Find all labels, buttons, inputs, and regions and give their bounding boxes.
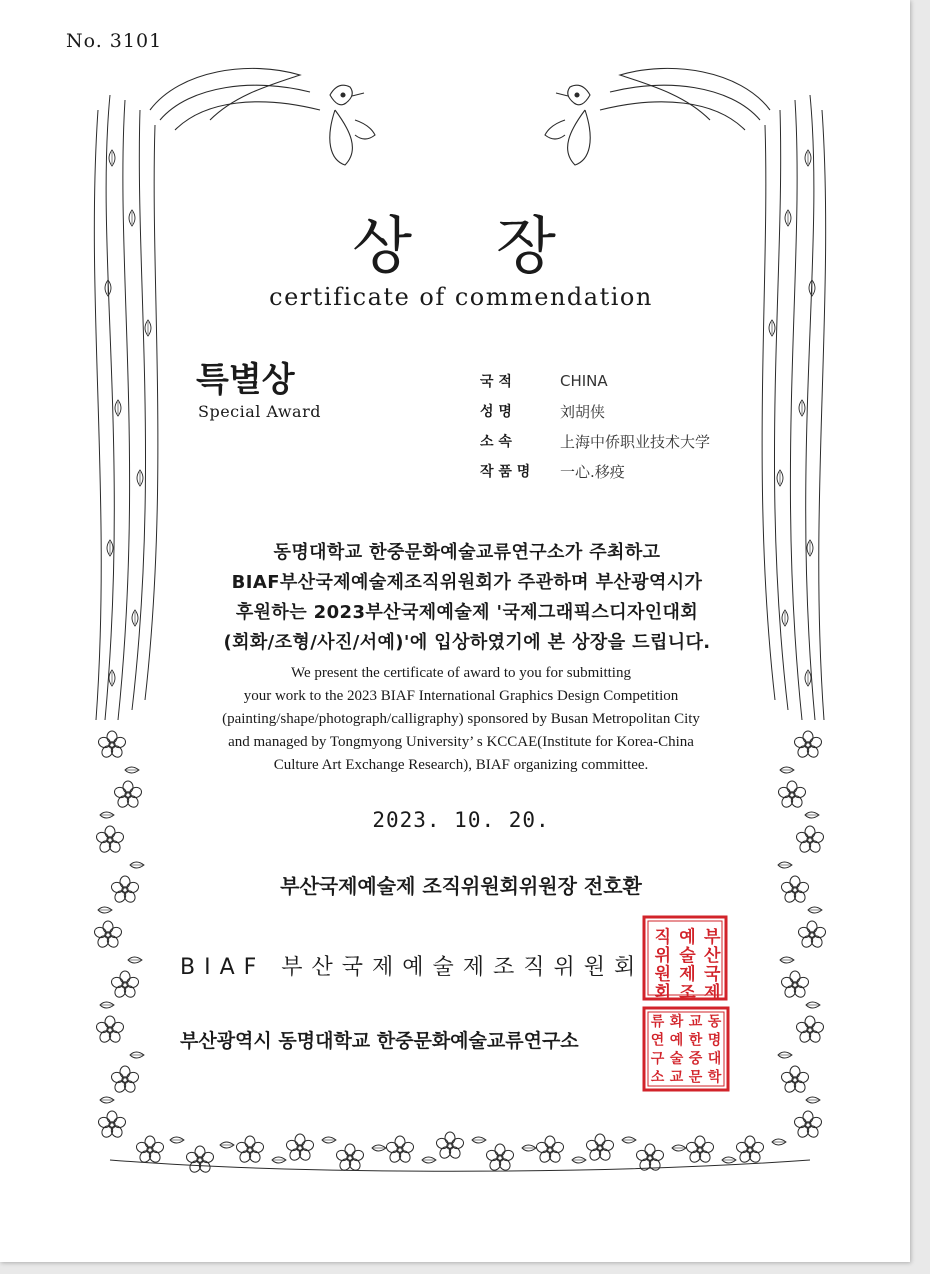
citation-english-line: We present the certificate of award to you for submitting: [291, 665, 631, 681]
award-title-korean: 특별상: [196, 360, 295, 400]
info-label: 성 명: [480, 404, 512, 420]
seal-glyph: 중: [688, 1051, 703, 1068]
citation-english-line: Culture Art Exchange Research), BIAF organizing committee.: [273, 757, 649, 773]
signatory-institute: 부산광역시 동명대학교 한중문화예술교류연구소: [180, 1030, 579, 1052]
seal-glyph: 문: [688, 1069, 703, 1086]
citation-english: [0, 662, 922, 777]
seal-glyph: 대: [707, 1051, 722, 1068]
seal-glyph: 위: [650, 946, 671, 964]
serial-number: No. 3101: [66, 30, 163, 52]
info-row-name: [480, 396, 710, 426]
signatory-committee: BIAF 부산국제예술제조직위원회: [180, 955, 645, 980]
citation-korean-line: 동명대학교 한중문화예술교류연구소가 주최하고: [273, 542, 661, 563]
award-title-english: Special Award: [198, 402, 321, 421]
info-value: 一心.移疫: [560, 462, 625, 481]
seal-glyph: 산: [699, 946, 720, 964]
issue-date: 2023. 10. 20.: [372, 808, 550, 832]
seal-glyph: 국: [699, 964, 720, 982]
citation-english-line: your work to the 2023 BIAF International Graphics Design Competition: [243, 688, 679, 704]
certificate-title-korean: [0, 196, 910, 285]
citation-english-line: (painting/shape/photograph/calligraphy) sponsored by Busan Metropolitan City: [222, 711, 700, 727]
citation-korean-line: BIAF부산국제예술제조직위원회가 주관하며 부산광역시가: [231, 572, 703, 593]
seal-glyph: 소: [650, 1069, 665, 1086]
info-label: 작 품 명: [480, 464, 531, 480]
title-char-2: 장: [496, 209, 558, 282]
certificate-title-english: certificate of commendation: [269, 283, 653, 311]
seal-glyph: 동: [707, 1014, 722, 1031]
seal-glyph: 예: [669, 1032, 684, 1049]
citation-korean-line: 후원하는 2023부산국제예술제 '국제그래픽스디자인대회: [235, 602, 699, 623]
title-char-1: 상: [352, 209, 414, 282]
seal-glyph: 연: [650, 1032, 665, 1049]
seal-glyph: 직: [650, 927, 671, 945]
info-value: 上海中侨职业技术大学: [560, 432, 711, 451]
info-value: CHINA: [560, 372, 608, 390]
info-value: 刘胡侠: [560, 402, 606, 421]
seal-glyph: 구: [650, 1051, 665, 1068]
seal-glyph: 류: [650, 1014, 665, 1031]
seal-glyph: 명: [707, 1032, 722, 1049]
info-row-nationality: [480, 366, 710, 396]
seal-glyph: 술: [669, 1051, 684, 1068]
seal-glyph: 부: [699, 927, 720, 945]
seal-glyph: 학: [707, 1069, 722, 1086]
citation-korean: [0, 538, 930, 658]
citation-korean-line: (회화/조형/사진/서예)'에 입상하였기에 본 상장을 드립니다.: [223, 632, 711, 653]
seal-glyph: 교: [669, 1069, 684, 1086]
institute-seal: [642, 1006, 730, 1092]
left-phoenix: [150, 68, 375, 165]
signatory-chairman: 부산국제예술제 조직위원회위원장 전호환: [280, 874, 642, 898]
seal-glyph: 제: [675, 964, 695, 982]
seal-glyph: 교: [688, 1014, 703, 1031]
seal-glyph: 한: [688, 1032, 703, 1049]
info-row-affiliation: [480, 426, 710, 456]
seal-glyph: 제: [699, 983, 720, 1001]
seal-glyph: 술: [675, 946, 695, 964]
seal-glyph: 원: [650, 964, 671, 982]
info-label: 소 속: [480, 434, 512, 450]
seal-glyph: 회: [650, 983, 671, 1001]
seal-glyph: 예: [675, 927, 695, 945]
citation-english-line: and managed by Tongmyong University’ s KCCAE(Institute for Korea-China: [228, 734, 694, 750]
seal-glyph: 조: [675, 983, 695, 1001]
right-phoenix: [545, 68, 770, 165]
info-label: 국 적: [480, 374, 512, 390]
seal-glyph: 화: [669, 1014, 684, 1031]
info-row-work-title: [480, 456, 710, 486]
committee-seal: [642, 915, 728, 1001]
recipient-info: [480, 366, 710, 486]
